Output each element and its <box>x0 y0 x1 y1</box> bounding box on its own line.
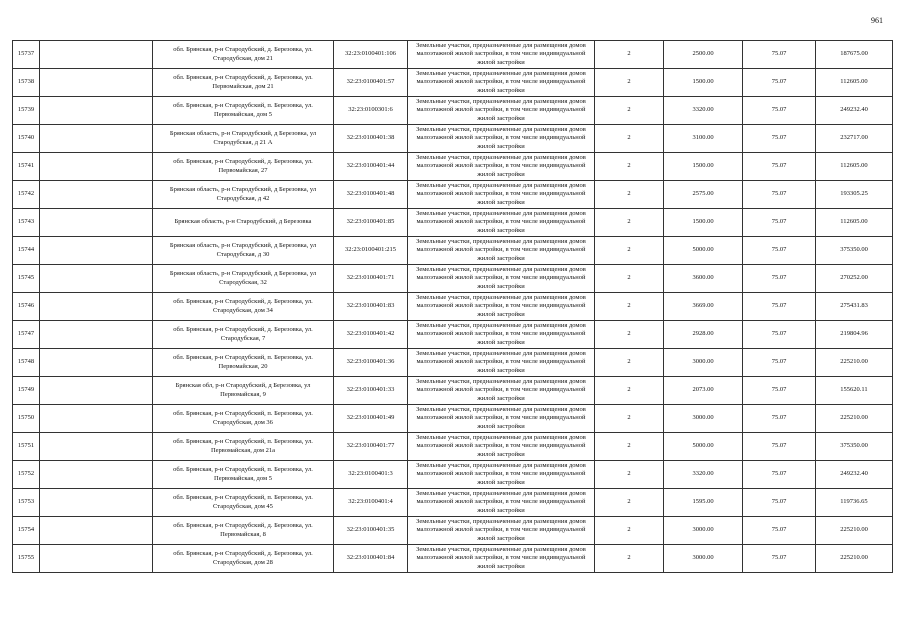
area-cell: 2073.00 <box>664 377 743 405</box>
cadastral-number-cell: 32:23:0100401:38 <box>334 125 408 153</box>
cadastral-number-cell: 32:23:0100401:85 <box>334 209 408 237</box>
cadastral-value-cell: 232717.00 <box>816 125 893 153</box>
table-row <box>13 545 893 573</box>
rate-cell: 75.07 <box>743 209 816 237</box>
blank-cell <box>40 377 153 405</box>
category-cell: 2 <box>595 265 664 293</box>
category-cell: 2 <box>595 41 664 69</box>
cadastral-value-cell: 219804.96 <box>816 321 893 349</box>
row-number: 15741 <box>13 153 40 181</box>
cadastral-value-cell: 112605.00 <box>816 209 893 237</box>
cadastral-value-cell: 270252.00 <box>816 265 893 293</box>
area-cell: 3000.00 <box>664 405 743 433</box>
table-row <box>13 181 893 209</box>
land-use-cell: Земельные участки, предназначенные для размещения домов малоэтажной жилой застройки, в том числе индивидуальной жилой застройки <box>408 181 595 209</box>
land-use-cell: Земельные участки, предназначенные для размещения домов малоэтажной жилой застройки, в том числе индивидуальной жилой застройки <box>408 209 595 237</box>
blank-cell <box>40 237 153 265</box>
category-cell: 2 <box>595 237 664 265</box>
area-cell: 1595.00 <box>664 489 743 517</box>
table-row <box>13 517 893 545</box>
blank-cell <box>40 293 153 321</box>
cadastral-value-cell: 112605.00 <box>816 153 893 181</box>
table-row <box>13 489 893 517</box>
cadastral-number-cell: 32:23:0100401:44 <box>334 153 408 181</box>
row-number: 15752 <box>13 461 40 489</box>
row-number: 15743 <box>13 209 40 237</box>
table-row <box>13 433 893 461</box>
cadastral-number-cell: 32:23:0100401:35 <box>334 517 408 545</box>
area-cell: 3320.00 <box>664 461 743 489</box>
cadastral-number-cell: 32:23:0100401:83 <box>334 293 408 321</box>
cadastral-number-cell: 32:23:0100401:48 <box>334 181 408 209</box>
cadastral-value-cell: 225210.00 <box>816 349 893 377</box>
rate-cell: 75.07 <box>743 69 816 97</box>
blank-cell <box>40 405 153 433</box>
cadastral-number-cell: 32:23:0100401:42 <box>334 321 408 349</box>
land-use-cell: Земельные участки, предназначенные для размещения домов малоэтажной жилой застройки, в том числе индивидуальной жилой застройки <box>408 433 595 461</box>
land-use-cell: Земельные участки, предназначенные для размещения домов малоэтажной жилой застройки, в том числе индивидуальной жилой застройки <box>408 125 595 153</box>
blank-cell <box>40 69 153 97</box>
category-cell: 2 <box>595 209 664 237</box>
category-cell: 2 <box>595 433 664 461</box>
rate-cell: 75.07 <box>743 97 816 125</box>
category-cell: 2 <box>595 545 664 573</box>
blank-cell <box>40 97 153 125</box>
land-use-cell: Земельные участки, предназначенные для размещения домов малоэтажной жилой застройки, в том числе индивидуальной жилой застройки <box>408 97 595 125</box>
address-cell: Брянская область, р-н Стародубский, д Березовка, ул Стародубская, д 42 <box>153 181 334 209</box>
address-cell: обл. Брянская, р-н Стародубский, д. Березовка, ул. Первомайская, дом 21 <box>153 69 334 97</box>
area-cell: 2500.00 <box>664 41 743 69</box>
address-cell: обл. Брянская, р-н Стародубский, п. Березовка, ул. Первомайская, дом 21а <box>153 433 334 461</box>
address-cell: Брянская область, р-н Стародубский, д Березовка, ул Стародубская, 32 <box>153 265 334 293</box>
land-use-cell: Земельные участки, предназначенные для размещения домов малоэтажной жилой застройки, в том числе индивидуальной жилой застройки <box>408 41 595 69</box>
land-use-cell: Земельные участки, предназначенные для размещения домов малоэтажной жилой застройки, в том числе индивидуальной жилой застройки <box>408 489 595 517</box>
row-number: 15744 <box>13 237 40 265</box>
row-number: 15755 <box>13 545 40 573</box>
cadastral-value-cell: 225210.00 <box>816 405 893 433</box>
cadastral-number-cell: 32:23:0100401:57 <box>334 69 408 97</box>
blank-cell <box>40 545 153 573</box>
cadastral-value-cell: 375350.00 <box>816 237 893 265</box>
address-cell: обл. Брянская, р-н Стародубский, п. Березовка, ул. Стародубская, дом 36 <box>153 405 334 433</box>
row-number: 15751 <box>13 433 40 461</box>
land-use-cell: Земельные участки, предназначенные для размещения домов малоэтажной жилой застройки, в том числе индивидуальной жилой застройки <box>408 377 595 405</box>
cadastral-number-cell: 32:23:0100401:3 <box>334 461 408 489</box>
blank-cell <box>40 349 153 377</box>
row-number: 15742 <box>13 181 40 209</box>
rate-cell: 75.07 <box>743 545 816 573</box>
row-number: 15747 <box>13 321 40 349</box>
address-cell: обл. Брянская, р-н Стародубский, п. Березовка, ул. Первомайская, 20 <box>153 349 334 377</box>
address-cell: обл. Брянская, р-н Стародубский, д. Березовка, ул. Стародубская, дом 28 <box>153 545 334 573</box>
cadastral-number-cell: 32:23:0100401:33 <box>334 377 408 405</box>
area-cell: 1500.00 <box>664 209 743 237</box>
blank-cell <box>40 265 153 293</box>
cadastral-number-cell: 32:23:0100301:6 <box>334 97 408 125</box>
rate-cell: 75.07 <box>743 265 816 293</box>
rate-cell: 75.07 <box>743 433 816 461</box>
area-cell: 3669.00 <box>664 293 743 321</box>
table-row <box>13 237 893 265</box>
rate-cell: 75.07 <box>743 349 816 377</box>
cadastral-value-cell: 225210.00 <box>816 545 893 573</box>
land-use-cell: Земельные участки, предназначенные для размещения домов малоэтажной жилой застройки, в том числе индивидуальной жилой застройки <box>408 153 595 181</box>
blank-cell <box>40 209 153 237</box>
land-use-cell: Земельные участки, предназначенные для размещения домов малоэтажной жилой застройки, в том числе индивидуальной жилой застройки <box>408 461 595 489</box>
area-cell: 1500.00 <box>664 69 743 97</box>
blank-cell <box>40 489 153 517</box>
category-cell: 2 <box>595 97 664 125</box>
land-use-cell: Земельные участки, предназначенные для размещения домов малоэтажной жилой застройки, в том числе индивидуальной жилой застройки <box>408 69 595 97</box>
cadastral-value-cell: 225210.00 <box>816 517 893 545</box>
table-row <box>13 97 893 125</box>
category-cell: 2 <box>595 153 664 181</box>
address-cell: Брянская область, р-н Стародубский, д Березовка, ул Стародубская, д 30 <box>153 237 334 265</box>
row-number: 15737 <box>13 41 40 69</box>
cadastral-value-cell: 375350.00 <box>816 433 893 461</box>
table-row <box>13 293 893 321</box>
category-cell: 2 <box>595 489 664 517</box>
blank-cell <box>40 433 153 461</box>
address-cell: обл. Брянская, р-н Стародубский, п. Березовка, ул. Первомайская, дом 5 <box>153 97 334 125</box>
table-row <box>13 265 893 293</box>
category-cell: 2 <box>595 181 664 209</box>
row-number: 15754 <box>13 517 40 545</box>
rate-cell: 75.07 <box>743 489 816 517</box>
area-cell: 5000.00 <box>664 237 743 265</box>
land-use-cell: Земельные участки, предназначенные для размещения домов малоэтажной жилой застройки, в том числе индивидуальной жилой застройки <box>408 517 595 545</box>
blank-cell <box>40 517 153 545</box>
address-cell: Брянская область, р-н Стародубский, д Березовка <box>153 209 334 237</box>
cadastral-value-cell: 155620.11 <box>816 377 893 405</box>
blank-cell <box>40 41 153 69</box>
table-row <box>13 461 893 489</box>
rate-cell: 75.07 <box>743 125 816 153</box>
table-row <box>13 321 893 349</box>
table-row <box>13 153 893 181</box>
category-cell: 2 <box>595 405 664 433</box>
table-row <box>13 405 893 433</box>
area-cell: 3000.00 <box>664 545 743 573</box>
cadastral-number-cell: 32:23:0100401:84 <box>334 545 408 573</box>
category-cell: 2 <box>595 517 664 545</box>
cadastral-value-cell: 112605.00 <box>816 69 893 97</box>
rate-cell: 75.07 <box>743 405 816 433</box>
address-cell: обл. Брянская, р-н Стародубский, д. Березовка, ул. Стародубская, 7 <box>153 321 334 349</box>
cadastral-number-cell: 32:23:0100401:106 <box>334 41 408 69</box>
row-number: 15753 <box>13 489 40 517</box>
area-cell: 3600.00 <box>664 265 743 293</box>
table-row <box>13 349 893 377</box>
address-cell: Брянская область, р-н Стародубский, д Березовка, ул Стародубская, д 21 А <box>153 125 334 153</box>
rate-cell: 75.07 <box>743 517 816 545</box>
blank-cell <box>40 321 153 349</box>
blank-cell <box>40 181 153 209</box>
land-use-cell: Земельные участки, предназначенные для размещения домов малоэтажной жилой застройки, в том числе индивидуальной жилой застройки <box>408 349 595 377</box>
table-row <box>13 69 893 97</box>
table-row <box>13 209 893 237</box>
address-cell: обл. Брянская, р-н Стародубский, д. Березовка, ул. Стародубская, дом 34 <box>153 293 334 321</box>
rate-cell: 75.07 <box>743 461 816 489</box>
category-cell: 2 <box>595 349 664 377</box>
page-number: 961 <box>871 16 883 25</box>
cadastral-value-cell: 249232.40 <box>816 97 893 125</box>
land-use-cell: Земельные участки, предназначенные для размещения домов малоэтажной жилой застройки, в том числе индивидуальной жилой застройки <box>408 545 595 573</box>
cadastral-value-cell: 119736.65 <box>816 489 893 517</box>
land-use-cell: Земельные участки, предназначенные для размещения домов малоэтажной жилой застройки, в том числе индивидуальной жилой застройки <box>408 405 595 433</box>
row-number: 15750 <box>13 405 40 433</box>
cadastral-value-cell: 249232.40 <box>816 461 893 489</box>
land-registry-table <box>12 40 893 573</box>
category-cell: 2 <box>595 377 664 405</box>
address-cell: обл. Брянская, р-н Стародубский, д. Березовка, ул. Стародубская, дом 21 <box>153 41 334 69</box>
cadastral-number-cell: 32:23:0100401:71 <box>334 265 408 293</box>
table-row <box>13 125 893 153</box>
area-cell: 3320.00 <box>664 97 743 125</box>
category-cell: 2 <box>595 69 664 97</box>
row-number: 15745 <box>13 265 40 293</box>
area-cell: 3000.00 <box>664 517 743 545</box>
row-number: 15740 <box>13 125 40 153</box>
cadastral-number-cell: 32:23:0100401:77 <box>334 433 408 461</box>
table-row <box>13 377 893 405</box>
land-use-cell: Земельные участки, предназначенные для размещения домов малоэтажной жилой застройки, в том числе индивидуальной жилой застройки <box>408 321 595 349</box>
rate-cell: 75.07 <box>743 41 816 69</box>
area-cell: 2928.00 <box>664 321 743 349</box>
cadastral-number-cell: 32:23:0100401:4 <box>334 489 408 517</box>
cadastral-number-cell: 32:23:0100401:49 <box>334 405 408 433</box>
category-cell: 2 <box>595 461 664 489</box>
address-cell: обл. Брянская, р-н Стародубский, д. Березовка, ул. Первомайская, 8 <box>153 517 334 545</box>
rate-cell: 75.07 <box>743 153 816 181</box>
cadastral-value-cell: 193305.25 <box>816 181 893 209</box>
table-row <box>13 41 893 69</box>
category-cell: 2 <box>595 293 664 321</box>
rate-cell: 75.07 <box>743 181 816 209</box>
rate-cell: 75.07 <box>743 293 816 321</box>
blank-cell <box>40 125 153 153</box>
cadastral-value-cell: 275431.83 <box>816 293 893 321</box>
address-cell: обл. Брянская, р-н Стародубский, д. Березовка, ул. Первомайская, 27 <box>153 153 334 181</box>
blank-cell <box>40 461 153 489</box>
area-cell: 3000.00 <box>664 349 743 377</box>
row-number: 15738 <box>13 69 40 97</box>
area-cell: 5000.00 <box>664 433 743 461</box>
area-cell: 1500.00 <box>664 153 743 181</box>
address-cell: Брянская обл, р-н Стародубский, д Березовка, ул Первомайская, 9 <box>153 377 334 405</box>
rate-cell: 75.07 <box>743 237 816 265</box>
address-cell: обл. Брянская, р-н Стародубский, п. Березовка, ул. Стародубская, дом 45 <box>153 489 334 517</box>
cadastral-number-cell: 32:23:0100401:215 <box>334 237 408 265</box>
row-number: 15749 <box>13 377 40 405</box>
land-use-cell: Земельные участки, предназначенные для размещения домов малоэтажной жилой застройки, в том числе индивидуальной жилой застройки <box>408 237 595 265</box>
row-number: 15748 <box>13 349 40 377</box>
rate-cell: 75.07 <box>743 377 816 405</box>
area-cell: 3100.00 <box>664 125 743 153</box>
blank-cell <box>40 153 153 181</box>
row-number: 15739 <box>13 97 40 125</box>
category-cell: 2 <box>595 125 664 153</box>
area-cell: 2575.00 <box>664 181 743 209</box>
rate-cell: 75.07 <box>743 321 816 349</box>
row-number: 15746 <box>13 293 40 321</box>
cadastral-value-cell: 187675.00 <box>816 41 893 69</box>
category-cell: 2 <box>595 321 664 349</box>
land-use-cell: Земельные участки, предназначенные для размещения домов малоэтажной жилой застройки, в том числе индивидуальной жилой застройки <box>408 293 595 321</box>
address-cell: обл. Брянская, р-н Стародубский, п. Березовка, ул. Первомайская, дом 5 <box>153 461 334 489</box>
cadastral-number-cell: 32:23:0100401:36 <box>334 349 408 377</box>
land-use-cell: Земельные участки, предназначенные для размещения домов малоэтажной жилой застройки, в том числе индивидуальной жилой застройки <box>408 265 595 293</box>
